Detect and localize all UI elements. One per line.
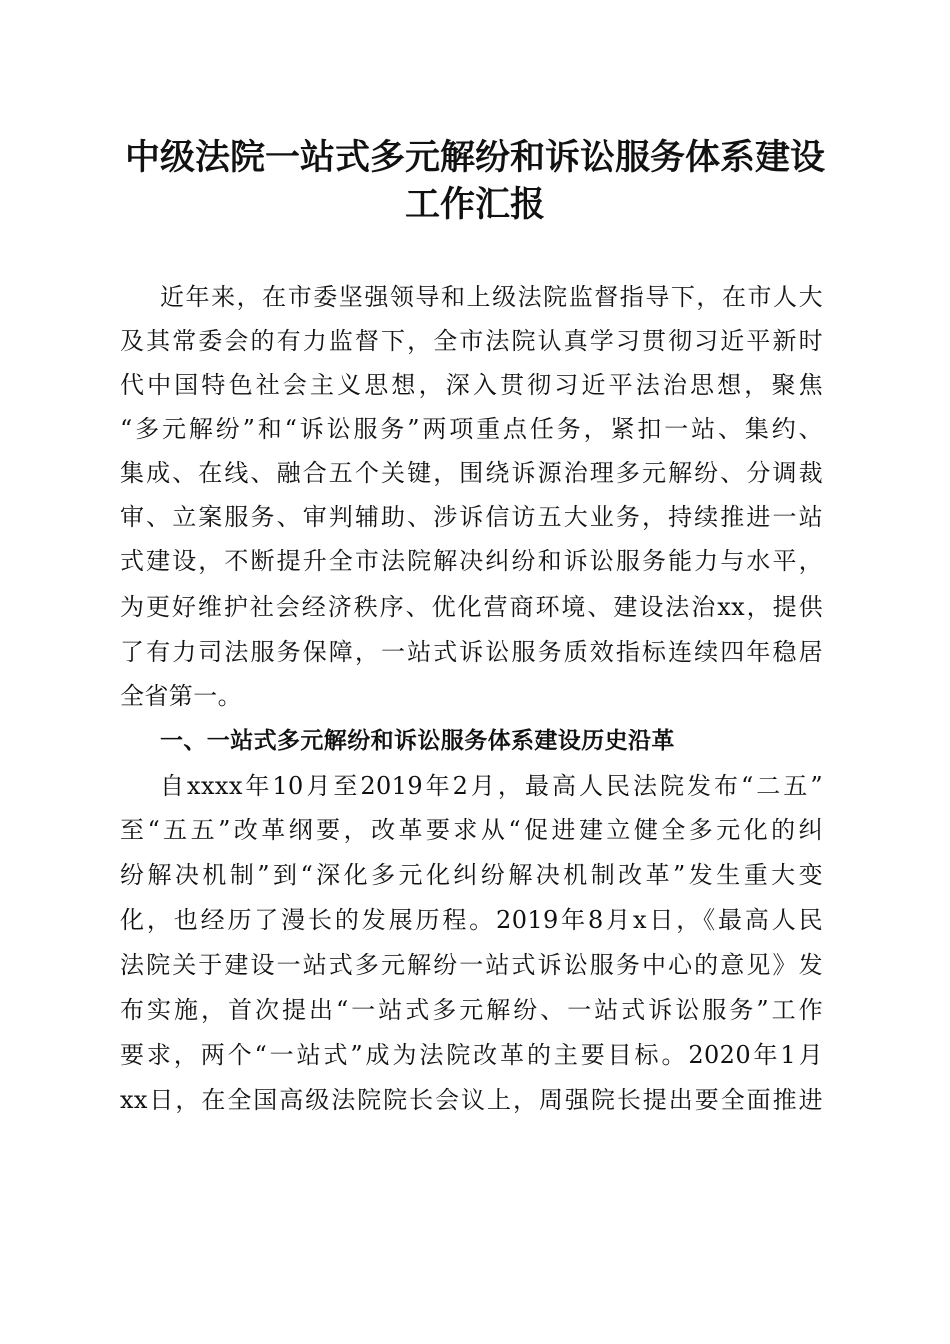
paragraph-1-line: 审、立案服务、审判辅助、涉诉信访五大业务，持续推进一站 — [120, 503, 823, 531]
paragraph-2-line: 布实施，首次提出“一站式多元解纷、一站式诉讼服务”工作 — [120, 996, 823, 1024]
paragraph-2-line: 纷解决机制”到“深化多元化纠纷解决机制改革”发生重大变 — [120, 861, 823, 889]
paragraph-1-line: 及其常委会的有力监督下，全市法院认真学习贯彻习近平新时 — [120, 327, 823, 355]
paragraph-2-line: 法院关于建设一站式多元解纷一站式诉讼服务中心的意见》发 — [120, 951, 823, 979]
paragraph-1-line: 了有力司法服务保障，一站式诉讼服务质效指标连续四年稳居 — [120, 638, 823, 666]
paragraph-1-line: 式建设，不断提升全市法院解决纠纷和诉讼服务能力与水平， — [120, 547, 823, 575]
paragraph-1-line: 近年来，在市委坚强领导和上级法院监督指导下，在市人大 — [160, 283, 823, 311]
paragraph-2-line: 化，也经历了漫长的发展历程。2019年8月x日，《最高人民 — [120, 906, 823, 934]
paragraph-2-line: 自xxxx年10月至2019年2月，最高人民法院发布“二五” — [160, 772, 823, 800]
document-title-line-2: 工作汇报 — [404, 185, 545, 225]
document-title-line-1: 中级法院一站式多元解纷和诉讼服务体系建设 — [124, 138, 825, 178]
paragraph-2-line: 要求，两个“一站式”成为法院改革的主要目标。2020年1月 — [120, 1041, 823, 1069]
paragraph-1-line: 集成、在线、融合五个关键，围绕诉源治理多元解纷、分调裁 — [120, 459, 823, 487]
paragraph-2-line: xx日，在全国高级法院院长会议上，周强院长提出要全面推进 — [120, 1086, 823, 1114]
paragraph-1-line: 全省第一。 — [120, 682, 242, 710]
paragraph-1-line: 为更好维护社会经济秩序、优化营商环境、建设法治xx，提供 — [120, 593, 823, 621]
section-1-heading: 一、一站式多元解纷和诉讼服务体系建设历史沿革 — [160, 728, 675, 754]
paragraph-1-line: “多元解纷”和“诉讼服务”两项重点任务，紧扣一站、集约、 — [120, 415, 823, 443]
paragraph-1-line: 代中国特色社会主义思想，深入贯彻习近平法治思想，聚焦 — [120, 371, 823, 399]
paragraph-2-line: 至“五五”改革纲要，改革要求从“促进建立健全多元化的纠 — [120, 816, 823, 844]
